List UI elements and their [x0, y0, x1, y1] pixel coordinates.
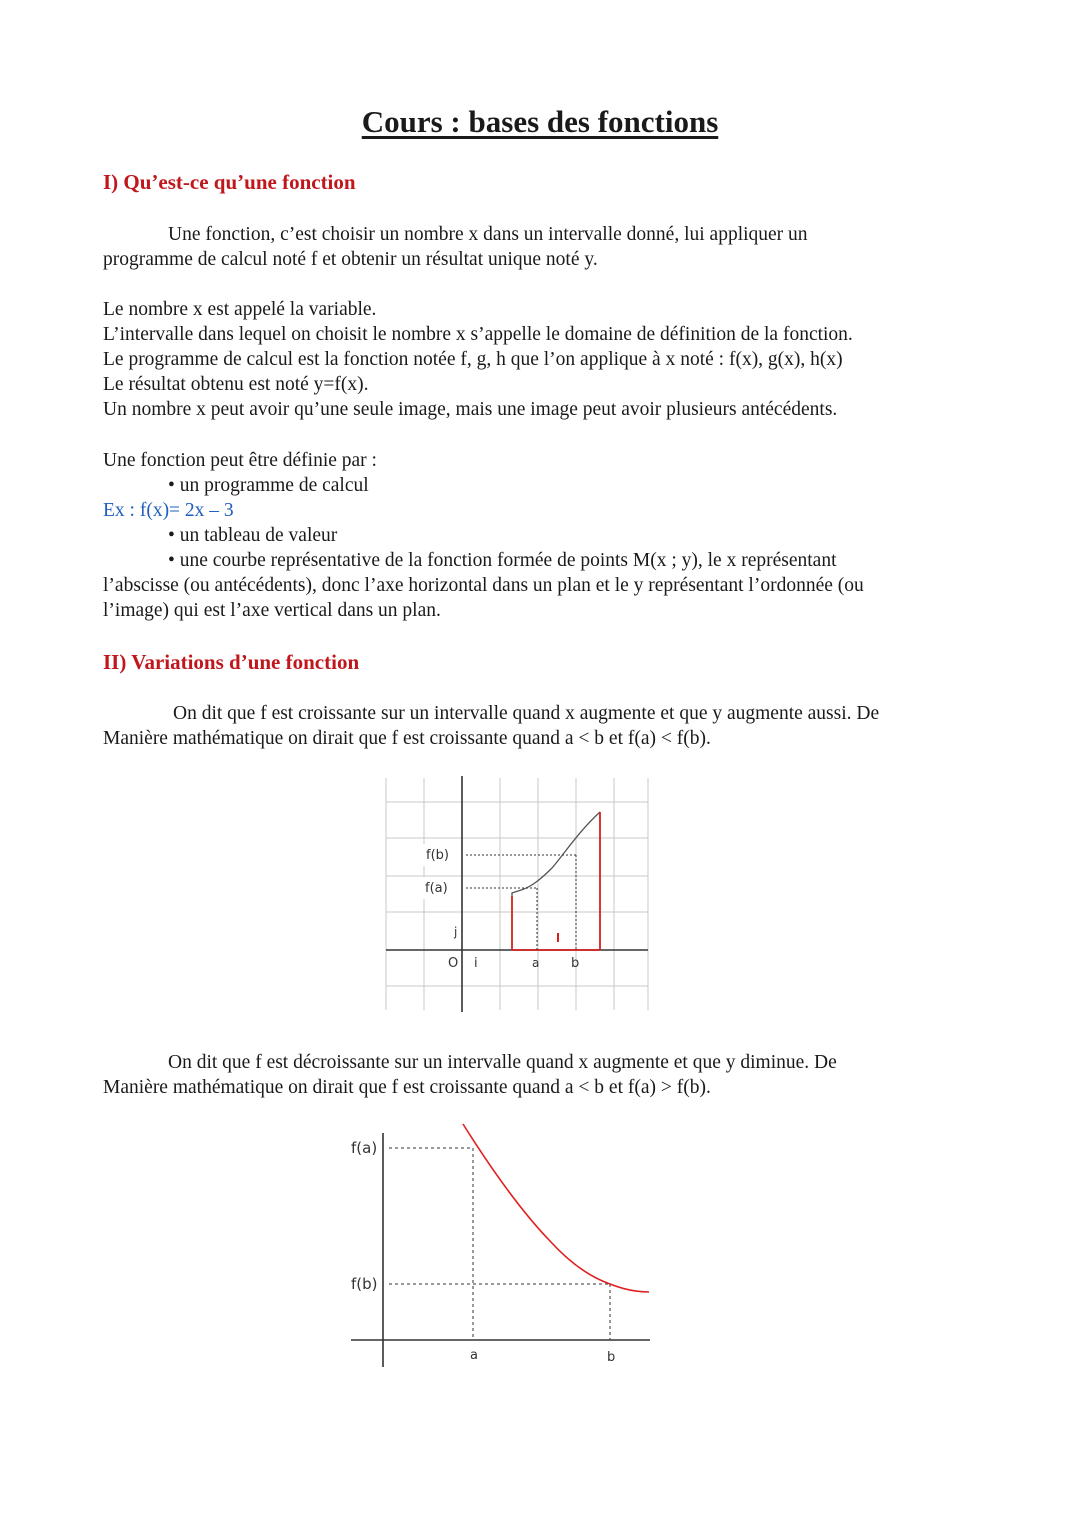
definition-line: Le programme de calcul est la fonction notée f, g, h que l’on applique à x noté : f(x), g(x), h(x)	[103, 349, 843, 370]
label-fb: f(b)	[351, 1275, 378, 1293]
bullet-table: • un tableau de valeur	[168, 525, 338, 546]
increasing-curve	[512, 812, 600, 896]
label-a: a	[470, 1348, 478, 1363]
label-i: i	[474, 956, 478, 971]
increasing-line-1: On dit que f est croissante sur un intervalle quand x augmente et que y augmente aussi. De	[173, 703, 880, 724]
label-fa: f(a)	[351, 1139, 378, 1157]
red-region	[512, 812, 600, 950]
section-heading-1: I) Qu’est-ce qu’une fonction	[103, 170, 356, 194]
axes	[351, 1133, 650, 1367]
page-title: Cours : bases des fonctions	[361, 104, 719, 139]
increasing-line-2: Manière mathématique on dirait que f est croissante quand a < b et f(a) < f(b).	[103, 728, 711, 749]
guide-lines	[389, 1148, 610, 1340]
section-heading-2: II) Variations d’une fonction	[103, 650, 360, 674]
bullet-program: • un programme de calcul	[168, 475, 369, 496]
unit-vectors	[462, 916, 478, 950]
label-fa: f(a)	[425, 881, 448, 896]
decreasing-line-1: On dit que f est décroissante sur un intervalle quand x augmente et que y diminue. De	[168, 1052, 837, 1073]
label-fb: f(b)	[426, 848, 449, 863]
bullet-curve-line-2: l’abscisse (ou antécédents), donc l’axe horizontal dans un plan et le y représentant l’ordonnée (ou	[103, 575, 864, 596]
label-o: O	[448, 956, 459, 971]
definition-line: Le résultat obtenu est noté y=f(x).	[103, 374, 369, 395]
definition-line: Le nombre x est appelé la variable.	[103, 299, 377, 320]
decreasing-function-figure	[345, 1115, 660, 1375]
label-b: b	[571, 956, 580, 971]
bullet-curve-line-1: • une courbe représentative de la fonction formée de points M(x ; y), le x représentant	[168, 550, 837, 571]
label-b: b	[607, 1350, 616, 1365]
definition-line: Un nombre x peut avoir qu’une seule image, mais une image peut avoir plusieurs antécédents.	[103, 399, 838, 420]
intro-line-1: Une fonction, c’est choisir un nombre x dans un intervalle donné, lui appliquer un	[168, 224, 808, 245]
decreasing-line-2: Manière mathématique on dirait que f est croissante quand a < b et f(a) > f(b).	[103, 1077, 711, 1098]
intro-line-2: programme de calcul noté f et obtenir un résultat unique noté y.	[103, 249, 598, 270]
label-j: j	[454, 925, 458, 939]
decreasing-curve	[463, 1124, 649, 1292]
guide-lines	[466, 855, 576, 950]
defined-by-text: Une fonction peut être définie par :	[103, 450, 377, 471]
increasing-function-figure	[380, 772, 655, 1017]
bullet-curve-line-3: l’image) qui est l’axe vertical dans un plan.	[103, 600, 441, 621]
definition-line: L’intervalle dans lequel on choisit le nombre x s’appelle le domaine de définition de la fonction.	[103, 324, 853, 345]
example-text: Ex : f(x)= 2x – 3	[103, 500, 234, 521]
label-a: a	[532, 956, 540, 970]
